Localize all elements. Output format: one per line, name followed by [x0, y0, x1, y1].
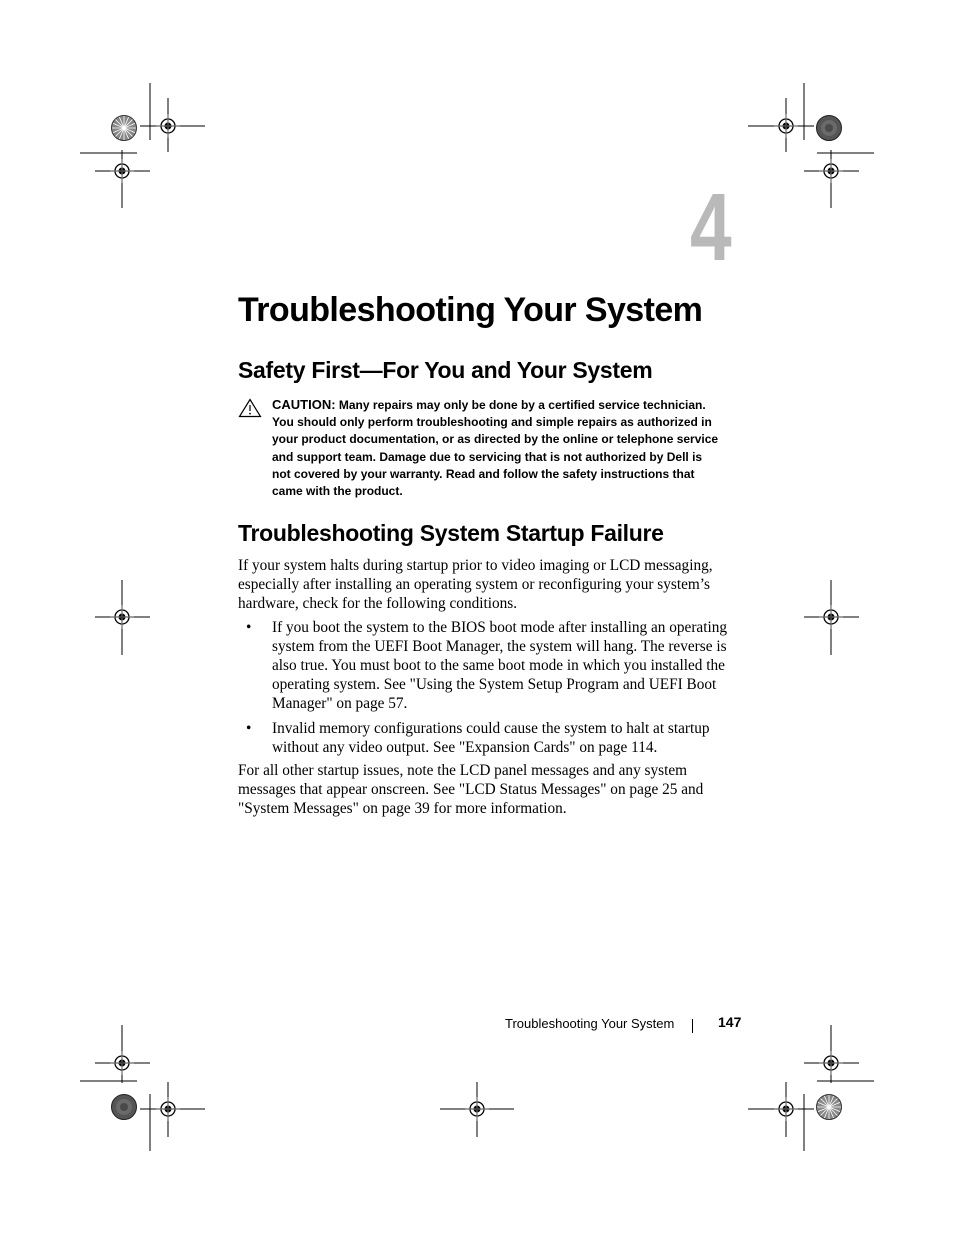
bullet-icon: • — [246, 720, 252, 737]
registration-mark-icon — [156, 114, 180, 138]
registration-mark-icon — [110, 159, 134, 183]
registration-mark-icon — [774, 1097, 798, 1121]
caution-text — [272, 396, 724, 500]
registration-mark-icon — [465, 1097, 489, 1121]
closing-paragraph: For all other startup issues, note the LCD panel messages and any system messages that appear onscreen. See "LCD Status Messages" on page 25 and "System Messages" on page 39 for more information. — [238, 762, 704, 817]
color-target-icon — [817, 1095, 842, 1120]
page-number: 147 — [718, 1014, 742, 1030]
caution-triangle-icon — [238, 398, 262, 418]
registration-mark-icon — [819, 159, 843, 183]
registration-mark-icon — [110, 605, 134, 629]
list-item — [238, 719, 738, 757]
chapter-title: Troubleshooting Your System — [238, 291, 703, 329]
footer-separator — [692, 1019, 693, 1033]
list-item-text: Invalid memory configurations could cause the system to halt at startup without any video output. See "Expansion Cards" on page 114. — [272, 720, 710, 756]
color-target-icon — [817, 116, 842, 141]
intro-paragraph: If your system halts during startup prior to video imaging or LCD messaging, especially after installing an operating system or reconfiguring your system’s hardware, check for the following conditions. — [238, 557, 713, 612]
footer-title: Troubleshooting Your System — [505, 1016, 675, 1031]
chapter-number: 4 — [690, 174, 732, 281]
color-target-icon — [112, 116, 137, 141]
color-target-icon — [112, 1095, 137, 1120]
condition-list — [238, 618, 738, 763]
caution-label: CAUTION: — [272, 397, 336, 412]
registration-mark-icon — [774, 114, 798, 138]
caution-body: Many repairs may only be done by a certified service technician. You should only perform troubleshooting and simple repairs as authorized in your product documentation, or as directed by the online or telephone service and support team. Damage due to servicing that is not authorized by Dell is not covered by your warranty. Read and follow the safety instructions that came with the product. — [272, 398, 719, 499]
registration-mark-icon — [110, 1051, 134, 1075]
registration-mark-icon — [156, 1097, 180, 1121]
registration-mark-icon — [819, 605, 843, 629]
registration-mark-icon — [819, 1051, 843, 1075]
list-item — [238, 618, 738, 713]
list-item-text: If you boot the system to the BIOS boot mode after installing an operating system from the UEFI Boot Manager, the system will hang. The reverse is also true. You must boot to the same boot mode in which you installed the operating system. See "Using the System Setup Program and UEFI Boot Manager" on page 57. — [272, 619, 728, 712]
bullet-icon: • — [246, 619, 252, 636]
section-heading-startup-failure: Troubleshooting System Startup Failure — [238, 520, 664, 546]
crop-lines — [80, 83, 874, 1151]
section-heading-safety: Safety First—For You and Your System — [238, 357, 653, 383]
